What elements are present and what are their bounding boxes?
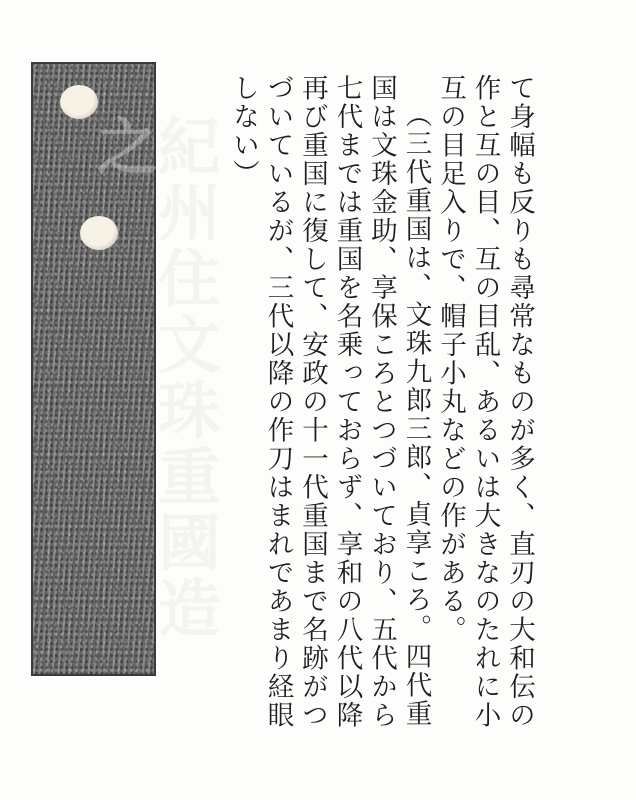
paragraph-1: て身幅も反りも尋常なものが多く、直刃の大和伝の作と互の目、互の目乱、あるいは大きなのたれに小互の目足入りで、帽子小丸などの作がある。 (435, 74, 535, 730)
paragraph-2: （三代重国は、文珠九郎三郎、貞享ころ。四代重国は文珠金助、享保ころとつづいており、五代から七代までは重国を名乗っておらず、享和の八代以降再び重国に復して、安政の十一代重国まで名跡がつづいているが、三代以降の作刀はまれであまり経眼しない） (228, 74, 432, 730)
article-body (226, 74, 537, 734)
tang-signature-inscription: 紀州住文珠重國造之 (86, 114, 221, 642)
tang-rubbing-image (31, 62, 221, 676)
